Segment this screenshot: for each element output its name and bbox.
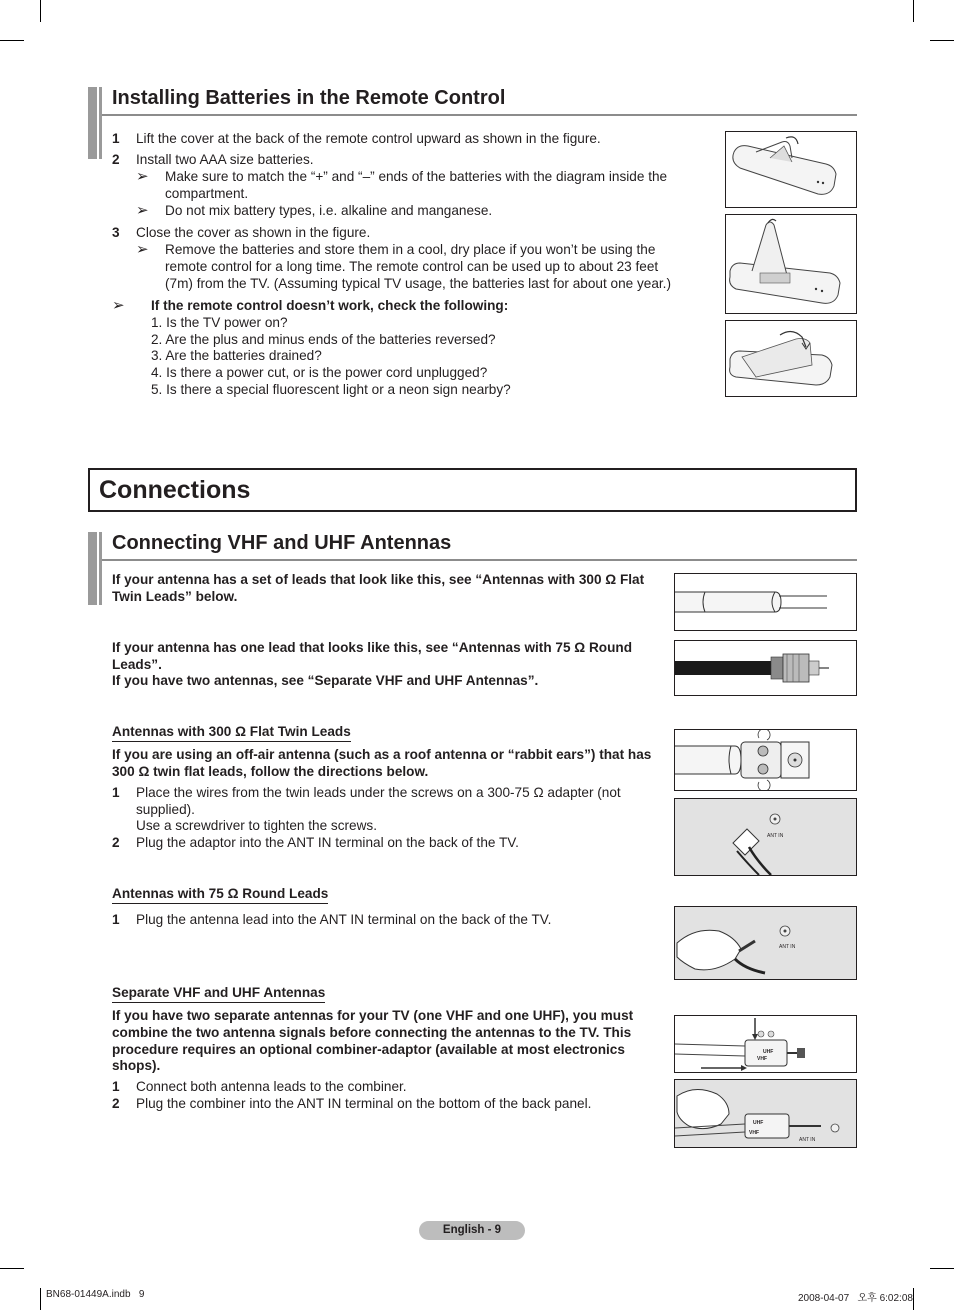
remote-close-cover-figure — [725, 320, 857, 397]
crop-mark — [0, 40, 24, 41]
crop-mark — [40, 1288, 41, 1310]
remote-open-cover-figure — [725, 131, 857, 208]
crop-mark — [0, 1268, 24, 1269]
crop-mark — [913, 0, 914, 22]
step-number: 3 — [112, 225, 120, 240]
note-arrow-icon: ➢ — [136, 241, 149, 258]
separate-heading: Separate VHF and UHF Antennas — [112, 985, 325, 1003]
check-item: 2. Are the plus and minus ends of the batteries reversed? — [151, 332, 496, 347]
connections-title: Connections — [99, 476, 251, 504]
step-number: 2 — [112, 152, 120, 167]
check-item: 1. Is the TV power on? — [151, 315, 288, 330]
intro-300-text: If your antenna has a set of leads that look like this, see “Antennas with 300 Ω Flat Twin Leads” below. — [112, 572, 645, 604]
crop-mark — [930, 1268, 954, 1269]
section-rule — [102, 559, 857, 561]
check-item: 5. Is there a special fluorescent light or a neon sign nearby? — [151, 382, 511, 397]
flat-leads-heading: Antennas with 300 Ω Flat Twin Leads — [112, 724, 351, 742]
note-arrow-icon: ➢ — [136, 168, 149, 185]
separate-lead: If you have two separate antennas for your TV (one VHF and one UHF), you must combine the two antenna signals before connecting the antennas to the TV. This procedure requires an optional combiner-adaptor (available at most electronics shops). — [112, 1008, 634, 1074]
note-arrow-icon: ➢ — [136, 202, 149, 219]
flat-leads-lead: If you are using an off-air antenna (such as a roof antenna or “rabbit ears”) that has 300 Ω twin flat leads, follow the directions below. — [112, 747, 652, 779]
section-bar — [88, 532, 102, 605]
step-text: Close the cover as shown in the figure. — [136, 225, 371, 240]
crop-mark — [913, 1288, 914, 1310]
separate-step-1: Connect both antenna leads to the combiner. — [136, 1079, 407, 1094]
combiner-figure — [674, 1015, 857, 1073]
note-text: Do not mix battery types, i.e. alkaline and manganese. — [165, 203, 493, 218]
step-number: 1 — [112, 785, 120, 800]
round-lead-figure — [674, 640, 857, 696]
crop-mark — [40, 0, 41, 22]
flat-step-1: Place the wires from the twin leads under the screws on a 300-75 Ω adapter (not supplied). — [136, 785, 621, 817]
section-rule — [102, 114, 857, 116]
uhf-label: UHF — [753, 1120, 764, 1126]
vhf-label: VHF — [757, 1056, 767, 1062]
vhf-label: VHF — [749, 1130, 759, 1136]
step-number: 2 — [112, 835, 120, 850]
combiner-ant-in-figure — [674, 1079, 857, 1148]
flat-step-1b: Use a screwdriver to tighten the screws. — [136, 818, 378, 833]
adapter-ant-in-figure — [674, 798, 857, 876]
step-number: 1 — [112, 912, 120, 927]
flat-step-2: Plug the adaptor into the ANT IN terminal on the back of the TV. — [136, 835, 519, 850]
check-heading: If the remote control doesn’t work, check the following: — [151, 298, 509, 313]
intro-two-text: If you have two antennas, see “Separate VHF and UHF Antennas”. — [112, 673, 539, 688]
check-item: 3. Are the batteries drained? — [151, 348, 322, 363]
ant-in-label: ANT IN — [767, 833, 784, 839]
page-number-badge: English - 9 — [419, 1221, 525, 1240]
round-lead-plug-figure — [674, 906, 857, 980]
step-number: 1 — [112, 131, 120, 146]
batteries-title: Installing Batteries in the Remote Control — [112, 87, 506, 109]
remote-insert-batteries-figure — [725, 214, 857, 314]
round-leads-heading: Antennas with 75 Ω Round Leads — [112, 886, 328, 904]
crop-mark — [930, 40, 954, 41]
flat-twin-lead-figure — [674, 573, 857, 631]
file-name: BN68-01449A.indb 9 — [46, 1289, 145, 1300]
ant-in-label: ANT IN — [779, 944, 796, 950]
check-item: 4. Is there a power cut, or is the power cord unplugged? — [151, 365, 488, 380]
round-step-1: Plug the antenna lead into the ANT IN terminal on the back of the TV. — [136, 912, 552, 927]
note-text: Remove the batteries and store them in a cool, dry place if you won’t be using the remote control for a long time. The remote control can be used up to about 23 feet (7m) from the TV. (Assuming typical TV usage, the batteries last for about one year.) — [165, 242, 671, 291]
section-bar — [88, 87, 102, 159]
uhf-label: UHF — [763, 1049, 774, 1055]
antennas-title: Connecting VHF and UHF Antennas — [112, 532, 452, 554]
step-text: Lift the cover at the back of the remote control upward as shown in the figure. — [136, 131, 601, 146]
intro-75-text: If your antenna has one lead that looks like this, see “Antennas with 75 Ω Round Leads”. — [112, 640, 633, 672]
step-text: Install two AAA size batteries. — [136, 152, 314, 167]
step-number: 2 — [112, 1096, 120, 1111]
note-text: Make sure to match the “+” and “–” ends of the batteries with the diagram inside the compartment. — [165, 169, 668, 201]
separate-step-2: Plug the combiner into the ANT IN terminal on the bottom of the back panel. — [136, 1096, 592, 1111]
adapter-screws-figure — [674, 729, 857, 791]
print-date: 2008-04-07 오후 6:02:08 — [798, 1293, 913, 1304]
note-arrow-icon: ➢ — [112, 297, 125, 314]
step-number: 1 — [112, 1079, 120, 1094]
ant-in-label: ANT IN — [799, 1137, 816, 1143]
